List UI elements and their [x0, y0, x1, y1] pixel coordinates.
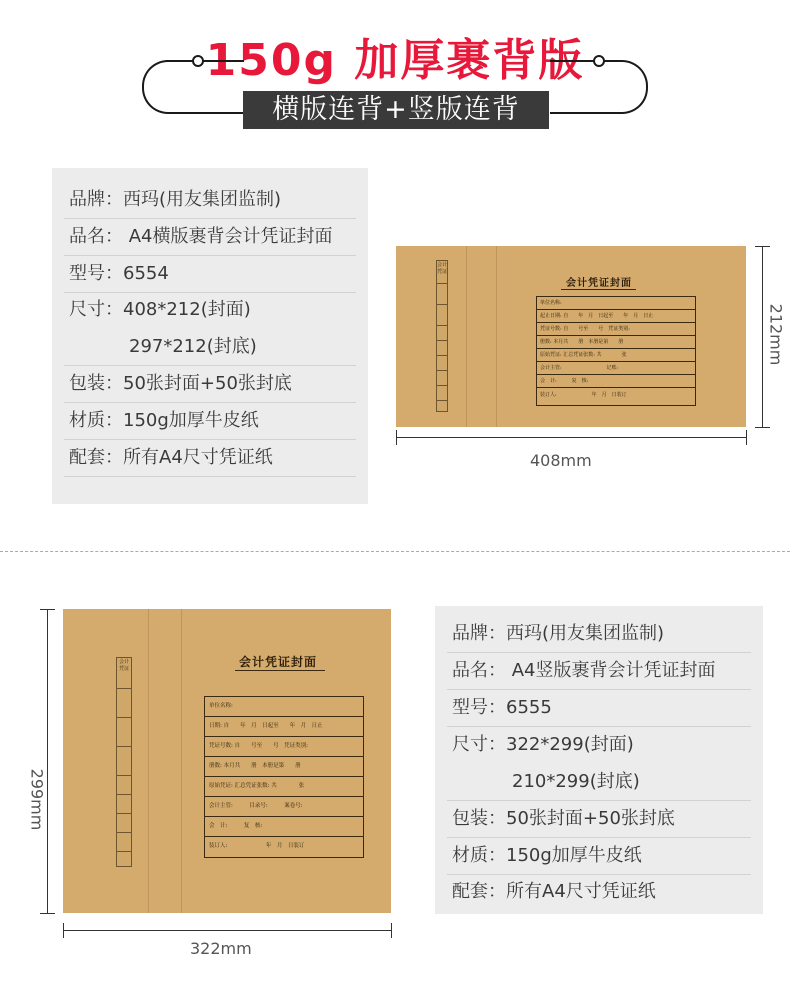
vertical-cover-form: 单位名称: 日期: 自 年 月 日起至 年 月 日止 凭证号数: 自 号至 号 凭证类别: 册数: 本月共 册 本册是第 册 原始凭证: 汇总凭证张数: 共 张 会计主管: 目录号: 案卷号: 会 计: 复 核: 装订人: 年 月 日装订: [204, 696, 364, 858]
horizontal-cover-title: 会计凭证封面: [566, 278, 632, 289]
page-title: 150g 加厚裹背版: [205, 35, 585, 86]
height-dimension-line-vertical: [47, 609, 48, 913]
height-dimension-line: [762, 246, 763, 427]
spec-row-size-back: 297*212(封底): [64, 329, 356, 366]
section-divider: [0, 551, 790, 552]
height-label: 212mm: [766, 303, 786, 366]
header-frame-left: [142, 60, 244, 114]
horizontal-cover-image: [396, 246, 746, 427]
spec-row-package: 包装：50张封面+50张封底: [447, 801, 751, 838]
horizontal-cover-form: 单位名称: 起止日期: 自 年 月 日起至 年 月 日止 凭证号数: 自 号至 号 凭证类别: 册数: 本月共 册 本册是第 册 原始凭证: 汇总凭证张数: 共 张 会计主管: 记账: 会 计: 复 核: 装订人: 年 月 日装订: [536, 296, 696, 406]
vertical-cover-image: [63, 609, 391, 913]
spec-row-model: 型号：6554: [64, 256, 356, 293]
spec-row-size-back: 210*299(封底): [447, 764, 751, 801]
vertical-cover-spine-strip: 会计凭证: [116, 657, 132, 867]
horizontal-cover-spine-strip: 会计凭证: [436, 260, 448, 412]
spec-row-brand: 品牌：西玛(用友集团监制): [447, 616, 751, 653]
subtitle-banner: 横版连背+竖版连背: [243, 91, 549, 129]
spec-row-product: 品名： A4横版裹背会计凭证封面: [64, 219, 356, 256]
spec-row-product: 品名： A4竖版裹背会计凭证封面: [447, 653, 751, 690]
width-label: 408mm: [530, 451, 592, 470]
spec-row-package: 包装：50张封面+50张封底: [64, 366, 356, 403]
width-label-vertical: 322mm: [190, 939, 252, 958]
spec-row-model: 型号：6555: [447, 690, 751, 727]
spec-row-fit: 配套：所有A4尺寸凭证纸: [452, 881, 656, 902]
width-dimension-line-vertical: [63, 930, 391, 931]
spec-row-material: 材质：150g加厚牛皮纸: [64, 403, 356, 440]
spec-row-material: 材质：150g加厚牛皮纸: [447, 838, 751, 875]
spec-row-size: 尺寸：408*212(封面): [69, 299, 251, 320]
spec-panel-horizontal: [52, 168, 368, 504]
header-dot-right: [593, 55, 605, 67]
spec-row-brand: 品牌：西玛(用友集团监制): [64, 182, 356, 219]
width-dimension-line: [396, 437, 746, 438]
header-dot-left: [192, 55, 204, 67]
vertical-cover-title: 会计凭证封面: [239, 655, 318, 669]
spec-row-fit: 配套：所有A4尺寸凭证纸: [64, 440, 356, 477]
spec-row-size: 尺寸：322*299(封面): [452, 734, 634, 755]
height-label-vertical: 299mm: [27, 768, 47, 831]
header-frame-right: [550, 60, 648, 114]
spec-panel-vertical: [435, 606, 763, 914]
